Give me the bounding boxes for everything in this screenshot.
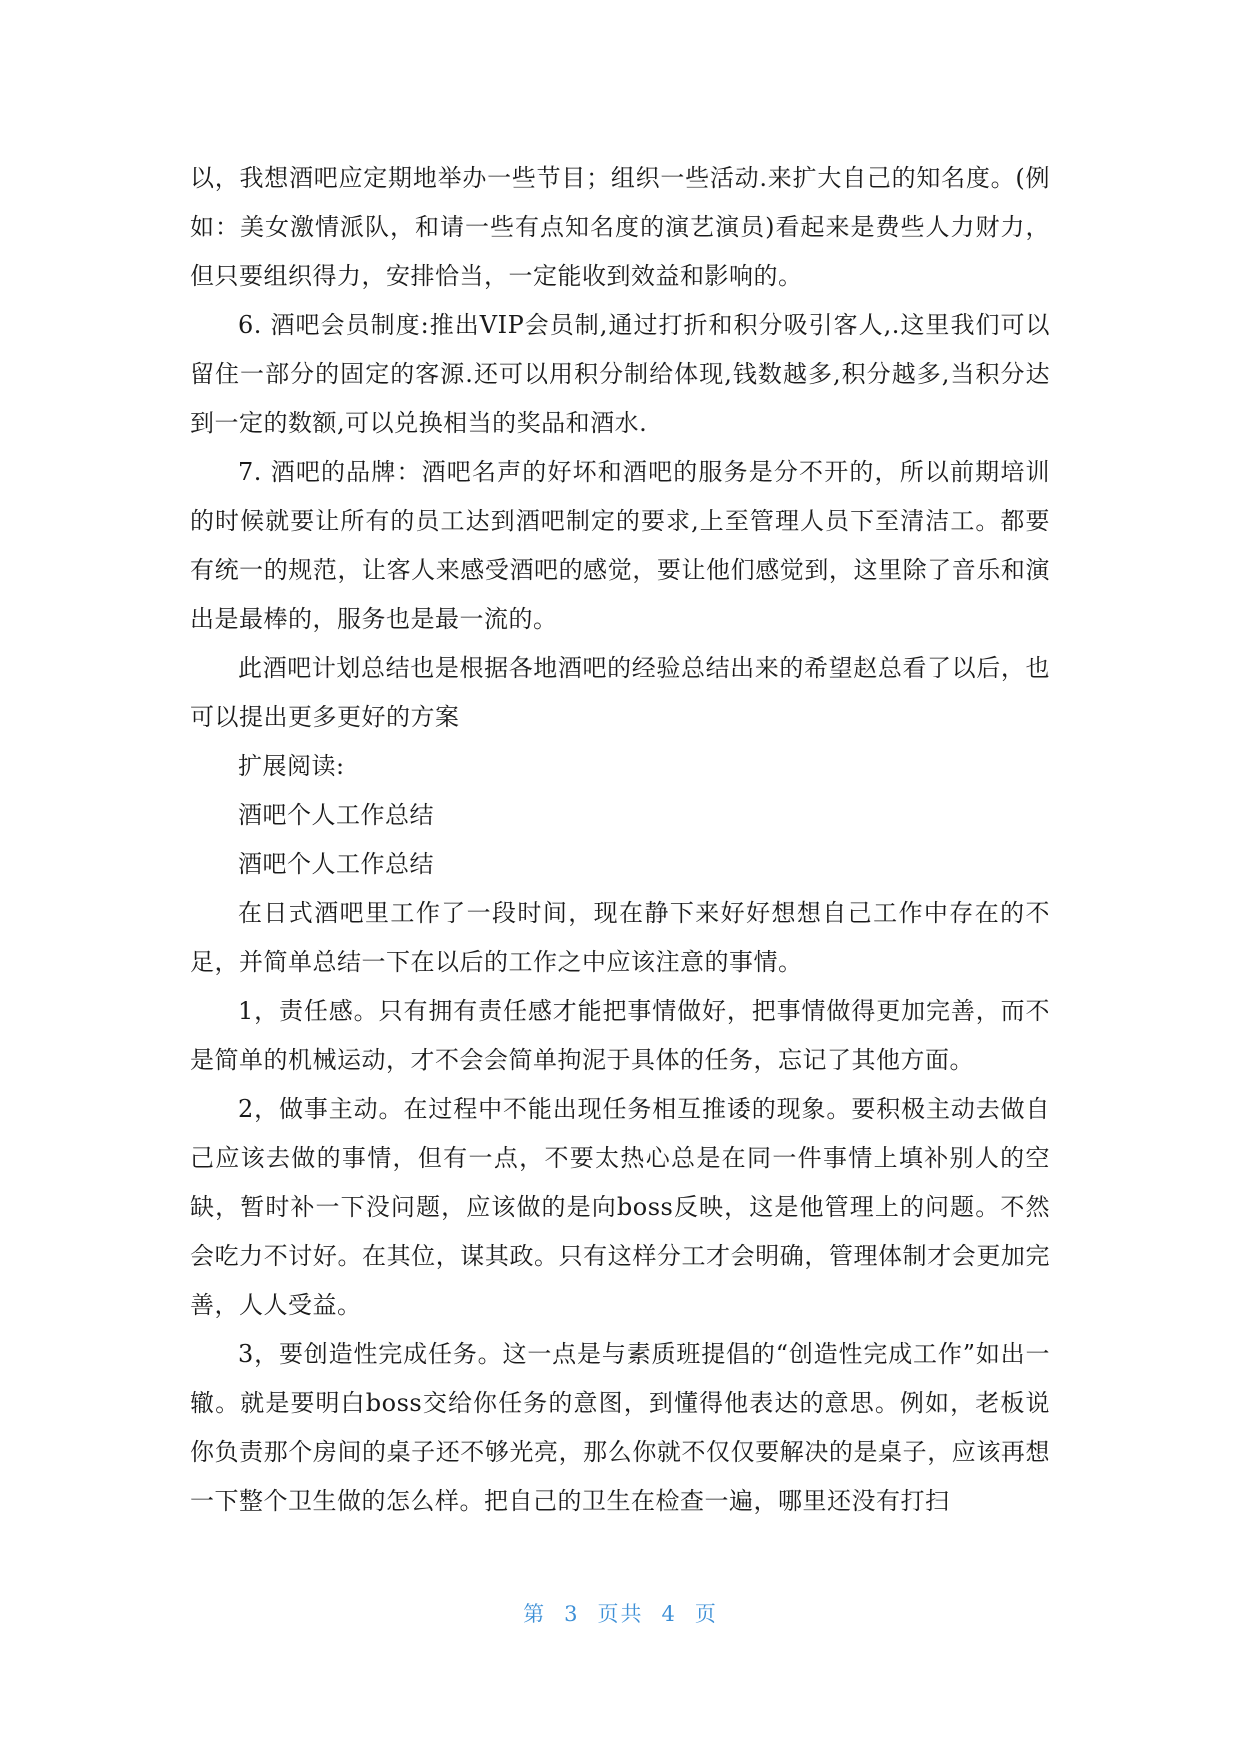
paragraph-3: 7. 酒吧的品牌：酒吧名声的好坏和酒吧的服务是分不开的，所以前期培训的时候就要让所有的员工达到酒吧制定的要求,上至管理人员下至清洁工。都要有统一的规范，让客人来感受酒吧的感觉，要让他们感觉到，这里除了音乐和演出是最棒的，服务也是最一流的。 <box>190 458 1050 633</box>
paragraph-10: 2，做事主动。在过程中不能出现任务相互推诿的现象。要积极主动去做自己应该去做的事情，但有一点，不要太热心总是在同一件事情上填补别人的空缺，暂时补一下没问题，应该做的是向boss反映，这是他管理上的问题。不然会吃力不讨好。在其位，谋其政。只有这样分工才会明确，管理体制才会更加完善，人人受益。 <box>190 1095 1050 1319</box>
paragraph-2: 6. 酒吧会员制度:推出VIP会员制,通过打折和积分吸引客人,.这里我们可以留住一部分的固定的客源.还可以用积分制给体现,钱数越多,积分越多,当积分达到一定的数额,可以兑换相当的奖品和酒水. <box>190 311 1050 437</box>
paragraph-11: 3，要创造性完成任务。这一点是与素质班提倡的“创造性完成工作”如出一辙。就是要明白boss交给你任务的意图，到懂得他表达的意思。例如，老板说你负责那个房间的桌子还不够光亮，那么你就不仅仅要解决的是桌子，应该再想一下整个卫生做的怎么样。把自己的卫生在检查一遍，哪里还没有打扫 <box>190 1340 1050 1515</box>
footer-current-page: 3 <box>564 1602 580 1626</box>
paragraph-4: 此酒吧计划总结也是根据各地酒吧的经验总结出来的希望赵总看了以后，也可以提出更多更好的方案 <box>190 654 1050 731</box>
footer-suffix: 页 <box>694 1602 718 1626</box>
paragraph-9: 1，责任感。只有拥有责任感才能把事情做好，把事情做得更加完善，而不是简单的机械运动，才不会会简单拘泥于具体的任务，忘记了其他方面。 <box>190 997 1050 1074</box>
footer-middle: 页共 <box>597 1602 644 1626</box>
paragraph-1: 以，我想酒吧应定期地举办一些节目；组织一些活动.来扩大自己的知名度。(例如：美女激情派队，和请一些有点知名度的演艺演员)看起来是费些人力财力，但只要组织得力，安排恰当，一定能收到效益和影响的。 <box>190 164 1050 290</box>
paragraph-8: 在日式酒吧里工作了一段时间，现在静下来好好想想自己工作中存在的不足，并简单总结一下在以后的工作之中应该注意的事情。 <box>190 899 1050 976</box>
paragraph-7: 酒吧个人工作总结 <box>238 850 434 878</box>
page-body <box>190 154 1050 1526</box>
page-footer <box>0 1598 1241 1628</box>
paragraph-6: 酒吧个人工作总结 <box>238 801 434 829</box>
paragraph-5: 扩展阅读: <box>238 752 345 780</box>
footer-total-pages: 4 <box>661 1602 677 1626</box>
footer-prefix: 第 <box>523 1602 547 1626</box>
